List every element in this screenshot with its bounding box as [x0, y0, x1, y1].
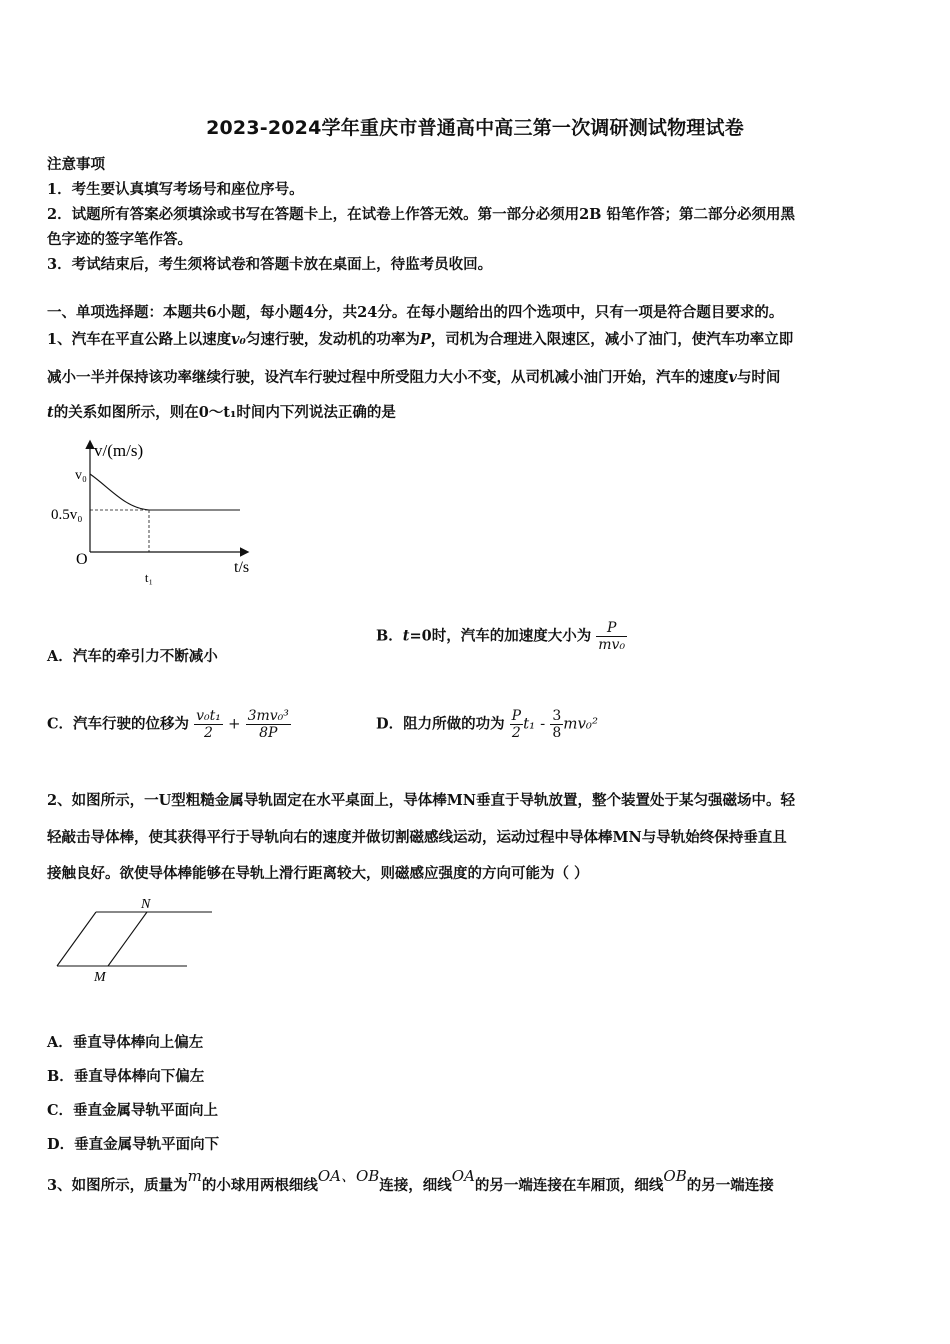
- q2-line-1: 2、如图所示，一U型粗糙金属导轨固定在水平桌面上，导体棒MN垂直于导轨放置，整个装置处于某匀强磁场中。轻: [47, 792, 796, 809]
- q1-d-fraction-1: $\frac{P}{2}$: [511, 708, 522, 742]
- q1-b-fraction: $\frac{P}{\text{mv₀}}$: [598, 620, 626, 654]
- q1-c-fraction-1: $\frac{\text{v₀t₁}}{2}$: [196, 708, 221, 742]
- q1-c-fraction-2: $\frac{\text{3mv₀³}}{8P}$: [247, 708, 289, 742]
- q1-line-1: 1、汽车在平直公路上以速度v₀匀速行驶，发动机的功率为P，司机为合理进入限速区，减小了油门，使汽车功率立即: [47, 331, 794, 348]
- page-title: 2023-2024学年重庆市普通高中高三第一次调研测试物理试卷: [206, 117, 744, 139]
- graph-origin: O: [76, 551, 88, 568]
- notice-item-2-cont: 色字迹的签字笔作答。: [47, 231, 192, 248]
- notice-item-1: 1．考生要认真填写考场号和座位序号。: [47, 181, 304, 198]
- graph-y-label: v/(m/s): [94, 441, 144, 460]
- graph-y-tick-half: 0.5v₀: [51, 507, 83, 523]
- conductor-rod-mn: [108, 912, 147, 966]
- notice-heading: 注意事项: [47, 156, 105, 173]
- graph-x-tick-t1: t₁: [144, 570, 154, 585]
- q2-line-3: 接触良好。欲使导体棒能够在导轨上滑行距离较大，则磁感应强度的方向可能为（ ）: [47, 865, 589, 882]
- q1-option-c: C．汽车行驶的位移为 $\frac{\text{v₀t₁}}{2}$ + $\frac{\text{3mv₀³}}{8P}$: [47, 708, 289, 742]
- q1-d-fraction-2: $\frac{3}{8}$: [552, 708, 562, 742]
- notice-item-3: 3．考试结束后，考生须将试卷和答题卡放在桌面上，待监考员收回。: [47, 256, 493, 273]
- rail-diagram: [50, 893, 220, 988]
- q2-option-c: C．垂直金属导轨平面向上: [47, 1102, 219, 1119]
- q1-option-b: B．t=0时，汽车的加速度大小为 $\frac{P}{\text{mv₀}}$: [376, 620, 626, 654]
- label-m: M: [94, 970, 106, 985]
- velocity-time-graph: [40, 430, 280, 590]
- section-heading: 一、单项选择题：本题共6小题，每小题4分，共24分。在每小题给出的四个选项中，只有一项是符合题目要求的。: [47, 304, 784, 321]
- rail-connector: [57, 912, 96, 966]
- q1-line-3: t的关系如图所示，则在0～t₁时间内下列说法正确的是: [47, 404, 396, 421]
- label-n: N: [141, 897, 151, 912]
- q2-option-b: B．垂直导体棒向下偏左: [47, 1068, 205, 1085]
- graph-decay-curve: [90, 474, 149, 510]
- q1-option-a: A．汽车的牵引力不断减小: [47, 648, 218, 665]
- q1-option-d: D．阻力所做的功为 $\frac{P}{2}$ t₁ - $\frac{3}{8}$ mv₀²: [376, 708, 598, 742]
- graph-x-label: t/s: [234, 559, 250, 576]
- q1-line-2: 减小一半并保持该功率继续行驶，设汽车行驶过程中所受阻力大小不变，从司机减小油门开始，汽车的速度v与时间: [47, 369, 781, 386]
- q3-line-1: 3、如图所示，质量为m的小球用两根细线OA、OB连接，细线OA的另一端连接在车厢顶，细线OB的另一端连接: [47, 1167, 774, 1194]
- q2-option-d: D．垂直金属导轨平面向下: [47, 1136, 220, 1153]
- q2-option-a: A．垂直导体棒向上偏左: [47, 1034, 204, 1051]
- q2-line-2: 轻敲击导体棒，使其获得平行于导轨向右的速度并做切割磁感线运动，运动过程中导体棒MN与导轨始终保持垂直且: [47, 829, 787, 846]
- notice-item-2: 2．试题所有答案必须填涂或书写在答题卡上，在试卷上作答无效。第一部分必须用2B 铅笔作答；第二部分必须用黑: [47, 206, 795, 223]
- graph-y-tick-v0: v₀: [75, 468, 87, 483]
